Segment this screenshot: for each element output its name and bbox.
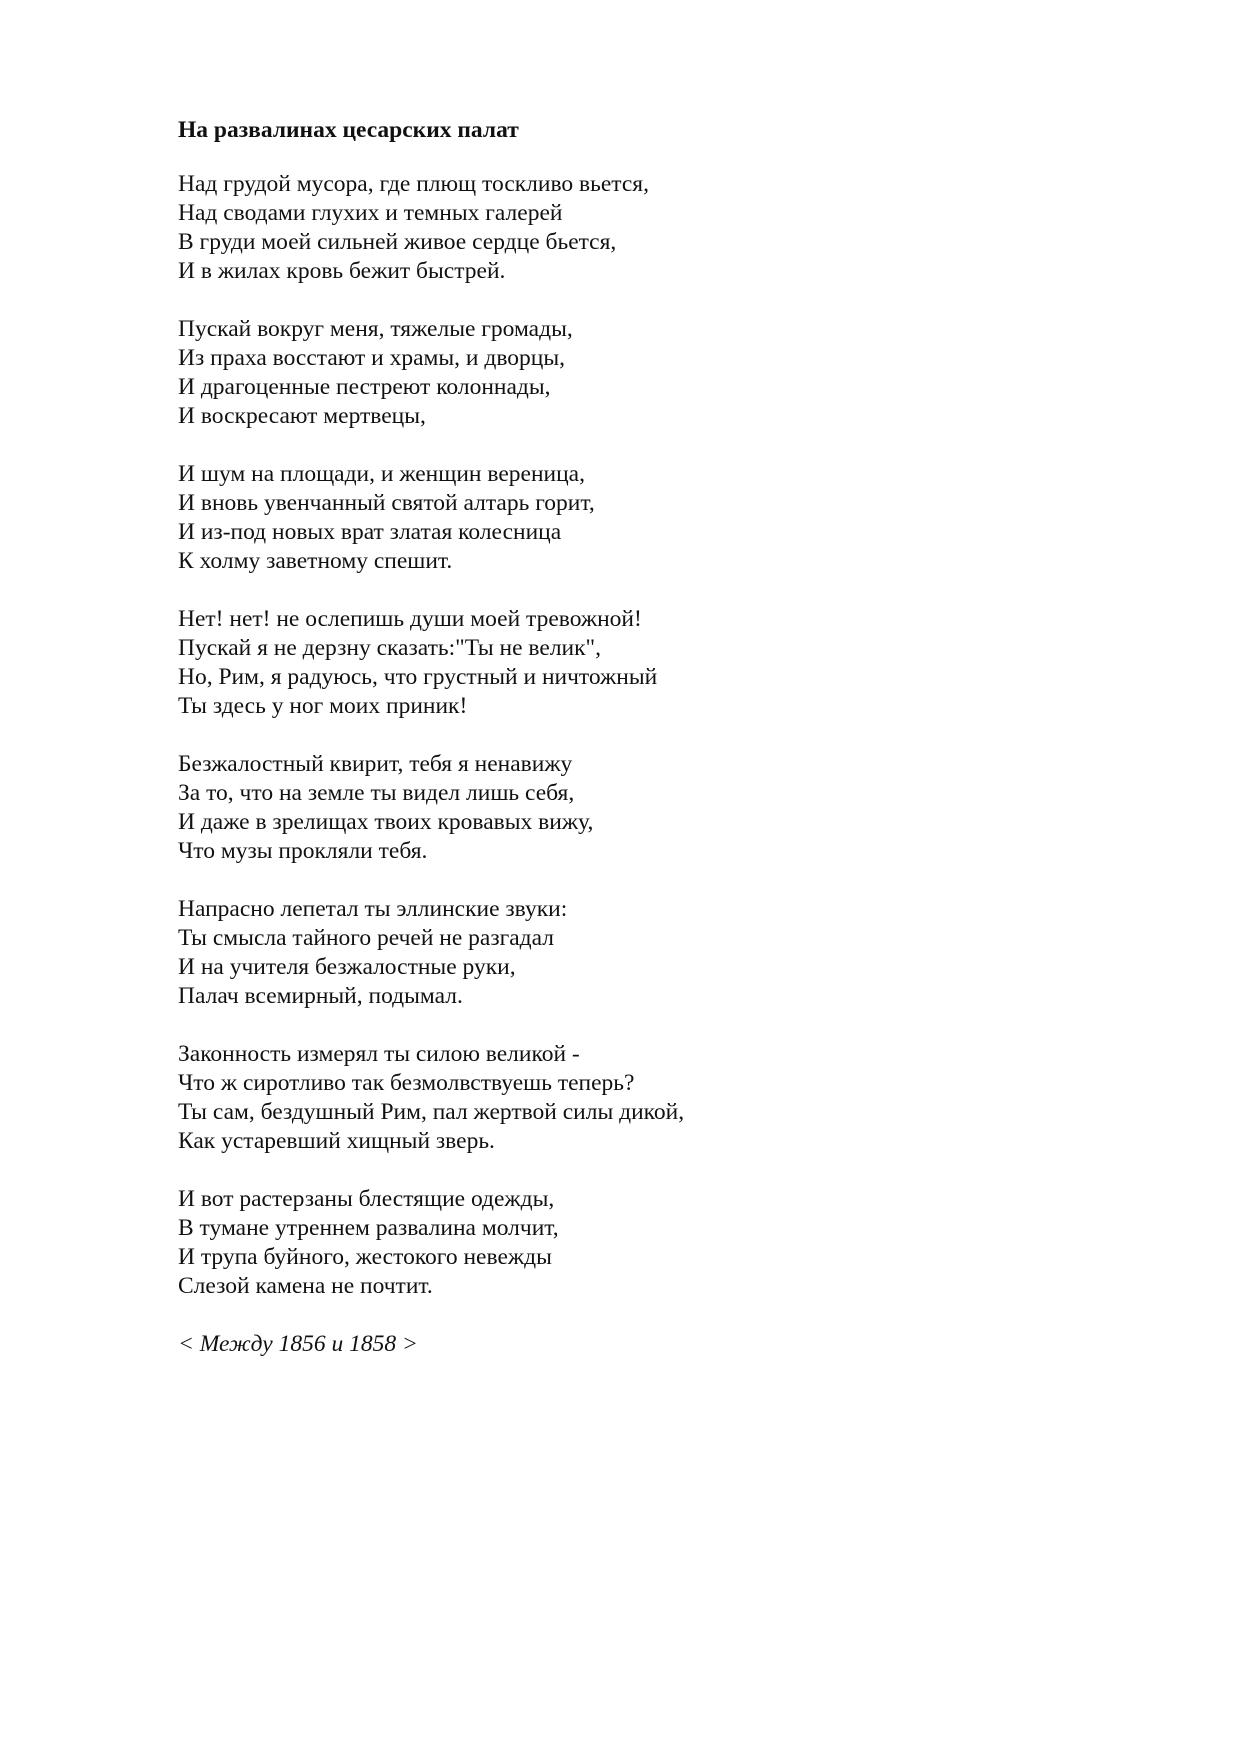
poem-line: Над грудой мусора, где плющ тоскливо вьется, — [178, 171, 649, 197]
stanza — [178, 605, 1078, 721]
poem-line: И вновь увенчанный святой алтарь горит, — [178, 490, 595, 516]
poem-line: К холму заветному спешит. — [178, 548, 453, 574]
poem-line: Как устаревший хищный зверь. — [178, 1128, 495, 1154]
poem-line: И из-под новых врат златая колесница — [178, 519, 562, 545]
poem-line: Палач всемирный, подымал. — [178, 983, 463, 1009]
stanza — [178, 1185, 1078, 1301]
poem-line: Нет! нет! не ослепишь души моей тревожной! — [178, 606, 642, 632]
poem-line: Над сводами глухих и темных галерей — [178, 200, 563, 226]
poem-date: < Между 1856 и 1858 > — [178, 1331, 418, 1357]
stanza — [178, 1040, 1078, 1156]
poem-line: Пускай вокруг меня, тяжелые громады, — [178, 316, 573, 342]
poem-line: Но, Рим, я радуюсь, что грустный и ничтожный — [178, 664, 658, 690]
poem-line: Ты смысла тайного речей не разгадал — [178, 925, 554, 951]
poem-line: Безжалостный квирит, тебя я ненавижу — [178, 751, 573, 777]
stanza — [178, 750, 1078, 866]
poem-line: В груди моей сильней живое сердце бьется, — [178, 229, 617, 255]
poem-line: И вот растерзаны блестящие одежды, — [178, 1186, 555, 1212]
poem-line: Что музы прокляли тебя. — [178, 838, 428, 864]
poem-line: И даже в зрелищах твоих кровавых вижу, — [178, 809, 594, 835]
poem-line: Пускай я не дерзну сказать:"Ты не велик", — [178, 635, 602, 661]
poem-line: За то, что на земле ты видел лишь себя, — [178, 780, 575, 806]
poem-line: Что ж сиротливо так безмолвствуешь теперь? — [178, 1070, 635, 1096]
poem-line: Ты здесь у ног моих приник! — [178, 693, 468, 719]
poem-line: В тумане утреннем развалина молчит, — [178, 1215, 559, 1241]
stanza — [178, 460, 1078, 576]
poem-line: И драгоценные пестреют колоннады, — [178, 374, 551, 400]
stanza — [178, 170, 1078, 286]
poem-line: Слезой камена не почтит. — [178, 1273, 433, 1299]
stanza — [178, 315, 1078, 431]
poem-title: На развалинах цесарских палат — [178, 117, 519, 143]
poem-line: И воскресают мертвецы, — [178, 403, 426, 429]
poem-line: Напрасно лепетал ты эллинские звуки: — [178, 896, 568, 922]
poem-line: И на учителя безжалостные руки, — [178, 954, 516, 980]
stanza — [178, 895, 1078, 1011]
poem-line: Ты сам, бездушный Рим, пал жертвой силы дикой, — [178, 1099, 685, 1125]
poem-body — [178, 116, 1078, 1359]
poem-line: И трупа буйного, жестокого невежды — [178, 1244, 552, 1270]
poem-line: И шум на площади, и женщин вереница, — [178, 461, 585, 487]
poem-line: Из праха восстают и храмы, и дворцы, — [178, 345, 566, 371]
poem-line: Законность измерял ты силою великой - — [178, 1041, 580, 1067]
poem-line: И в жилах кровь бежит быстрей. — [178, 258, 506, 284]
